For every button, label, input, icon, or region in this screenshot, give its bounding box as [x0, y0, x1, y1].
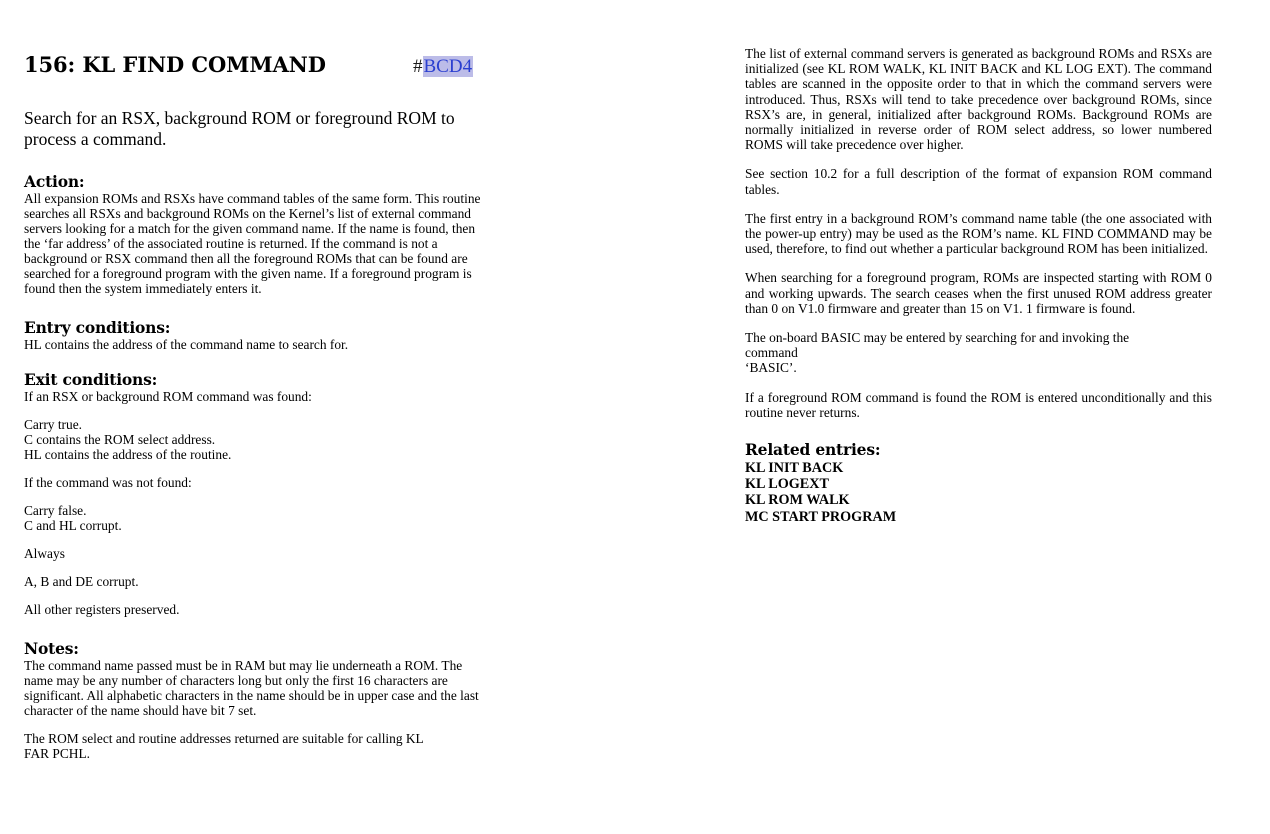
exit-registers-preserved: All other registers preserved. [24, 602, 180, 617]
related-entry-item[interactable]: KL LOGEXT [745, 476, 829, 493]
right-paragraph-1: The list of external command servers is generated as background ROMs and RSXs are initialized (see KL ROM WALK, KL INIT BACK and KL LOG EXT). The command tables are scanned in the opposite order to that in which the command servers were introduced. Thus, RSXs will tend to take precedence over background ROMs, since RSX’s are, in general, initialized after background ROMs. Background ROMs are normally initialized in reverse order of ROM select address, so lower numbered ROMS will take precedence over higher. [745, 46, 1212, 153]
right-column [745, 46, 1212, 525]
exit-found-lines [24, 417, 494, 462]
left-column [24, 52, 494, 761]
exit-always-label: Always [24, 546, 65, 561]
entry-conditions-heading: Entry conditions: [24, 318, 171, 337]
exit-not-found-line-1: Carry false. [24, 503, 87, 518]
entry-conditions-text: HL contains the address of the command name to search for. [24, 337, 349, 352]
related-entries-list [745, 460, 1212, 525]
notes-paragraph-2 [24, 731, 494, 761]
entry-address [413, 56, 473, 78]
entry-header [24, 52, 494, 86]
related-entries-heading: Related entries: [745, 440, 881, 460]
related-entry-item[interactable]: KL INIT BACK [745, 460, 844, 477]
notes-paragraph-2-line-1: The ROM select and routine addresses returned are suitable for calling KL [24, 731, 424, 746]
right-paragraph-3: The first entry in a background ROM’s command name table (the one associated with the power-up entry) may be used as the ROM’s name. KL FIND COMMAND may be used, therefore, to find out whether a particular background ROM has been initialized. [745, 210, 1212, 257]
notes-paragraph-1: The command name passed must be in RAM but may lie underneath a ROM. The name may be any number of characters long but only the first 16 characters are significant. All alphabetic characters in the name should be in upper case and the last character of the name should have bit 7 set. [24, 658, 479, 718]
exit-not-found-line-2: C and HL corrupt. [24, 518, 122, 533]
exit-conditions-heading: Exit conditions: [24, 370, 158, 389]
right-paragraph-4: When searching for a foreground program, ROMs are inspected starting with ROM 0 and working upwards. The search ceases when the first unused ROM address greater than 0 on V1.0 firmware and greater than 15 on V1. 1 firmware is found. [745, 270, 1212, 316]
section-notes [24, 639, 494, 761]
related-entry-item[interactable]: MC START PROGRAM [745, 508, 897, 525]
entry-summary: Search for an RSX, background ROM or foreground ROM to process a command. [24, 108, 455, 149]
exit-always-line-1: A, B and DE corrupt. [24, 574, 139, 589]
action-paragraph-2: the ‘far address’ of the associated routine is returned. If the command is not a background or RSX command then all the foreground ROMs that can be found are searched for a foreground program with the given name. If a foreground program is found then the system immediately enters it. [24, 236, 472, 296]
address-hex-value: BCD4 [423, 56, 473, 77]
related-entry-item[interactable]: KL ROM WALK [745, 492, 850, 509]
basic-paragraph-line-2: command [745, 345, 798, 361]
basic-paragraph-line-1: The on-board BASIC may be entered by searching for and invoking the [745, 330, 1130, 346]
section-exit-conditions [24, 370, 494, 617]
page-title: 156: KL FIND COMMAND [24, 52, 326, 77]
exit-not-found-lines [24, 503, 494, 533]
exit-found-intro: If an RSX or background ROM command was found: [24, 389, 312, 404]
notes-heading: Notes: [24, 639, 79, 658]
basic-paragraph [745, 330, 1212, 376]
exit-not-found-intro: If the command was not found: [24, 475, 192, 490]
notes-paragraph-2-line-2: FAR PCHL. [24, 746, 90, 761]
right-paragraph-2: See section 10.2 for a full description of the format of expansion ROM command tables. [745, 166, 1212, 197]
basic-paragraph-line-3: ‘BASIC’. [745, 360, 797, 376]
exit-found-line-2: C contains the ROM select address. [24, 432, 216, 447]
exit-found-line-3: HL contains the address of the routine. [24, 447, 232, 462]
section-entry-conditions [24, 318, 494, 352]
address-hash-symbol: # [413, 56, 423, 77]
action-heading: Action: [24, 172, 85, 191]
right-final-paragraph: If a foreground ROM command is found the ROM is entered unconditionally and this routine never returns. [745, 389, 1212, 420]
section-action [24, 172, 494, 296]
action-paragraph-1: All expansion ROMs and RSXs have command tables of the same form. This routine searches all RSXs and background ROMs on the Kernel’s list of external command servers looking for a match for the given command name. If the name is found, then [24, 191, 481, 236]
exit-found-line-1: Carry true. [24, 417, 83, 432]
